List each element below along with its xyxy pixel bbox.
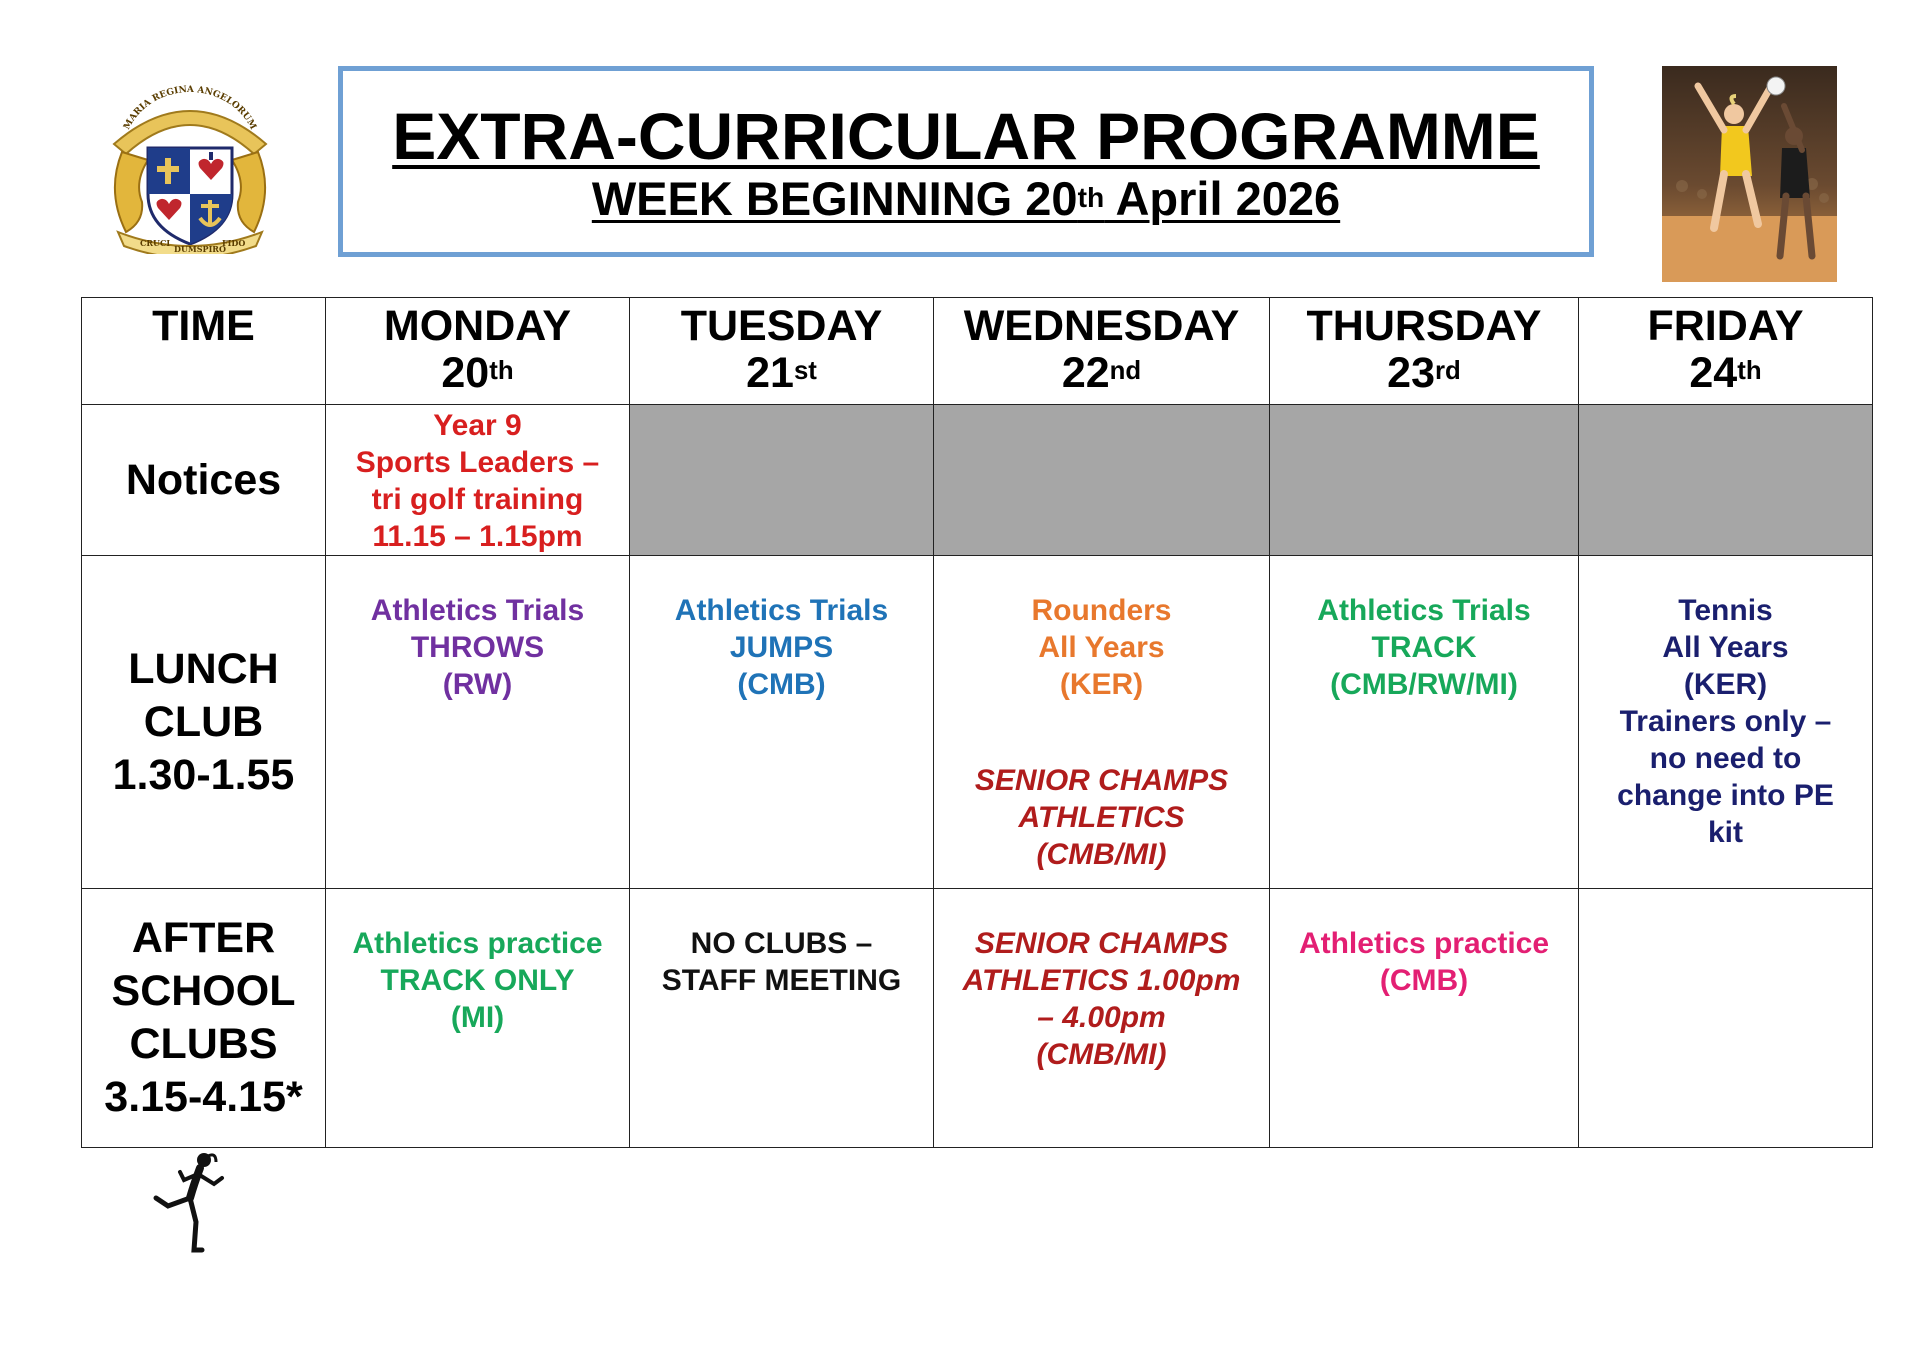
time-header-cell: TIME xyxy=(82,298,326,405)
crest-motto-top: MARIA REGINA ANGELORUM xyxy=(122,84,258,132)
lunch-club-label: LUNCH CLUB 1.30-1.55 xyxy=(82,556,326,889)
lunch-monday: Athletics Trials THROWS (RW) xyxy=(326,556,630,889)
table-header-row xyxy=(82,298,1873,405)
after-school-label: AFTER SCHOOL CLUBS 3.15-4.15* xyxy=(82,889,326,1148)
lunch-club-row xyxy=(82,556,1873,889)
schedule-table xyxy=(81,297,1873,1148)
lunch-thursday: Athletics Trials TRACK (CMB/RW/MI) xyxy=(1270,556,1579,889)
netball-player-photo xyxy=(1662,66,1837,282)
after-thursday: Athletics practice (CMB) xyxy=(1270,889,1579,1148)
day-header-tuesday: TUESDAY 21st xyxy=(630,298,934,405)
school-crest-icon xyxy=(104,82,276,254)
page-subtitle: WEEK BEGINNING 20th April 2026 xyxy=(591,172,1341,225)
notice-thursday-empty xyxy=(1270,405,1579,556)
after-wednesday: SENIOR CHAMPS ATHLETICS 1.00pm – 4.00pm (CMB/MI) xyxy=(934,889,1270,1148)
after-school-row xyxy=(82,889,1873,1148)
notice-wednesday-empty xyxy=(934,405,1270,556)
after-friday-empty xyxy=(1579,889,1873,1148)
crest-motto-left: CRUCI xyxy=(140,238,171,248)
notice-monday: Year 9 Sports Leaders – tri golf training 11.15 – 1.15pm xyxy=(326,405,630,556)
day-header-thursday: THURSDAY 23rd xyxy=(1270,298,1579,405)
day-header-friday: FRIDAY 24th xyxy=(1579,298,1873,405)
runner-silhouette-icon xyxy=(150,1150,230,1254)
notices-row xyxy=(82,405,1873,556)
notices-label: Notices xyxy=(82,405,326,556)
day-header-wednesday: WEDNESDAY 22nd xyxy=(934,298,1270,405)
crest-motto-right: FIDO xyxy=(222,238,246,248)
notice-friday-empty xyxy=(1579,405,1873,556)
crest-motto-mid: DUMSPIRO xyxy=(174,244,226,254)
day-header-monday: MONDAY 20th xyxy=(326,298,630,405)
after-tuesday: NO CLUBS – STAFF MEETING xyxy=(630,889,934,1148)
title-box xyxy=(338,66,1594,257)
lunch-friday: Tennis All Years (KER) Trainers only – no need to change into PE kit xyxy=(1579,556,1873,889)
notice-tuesday-empty xyxy=(630,405,934,556)
lunch-wednesday: Rounders All Years (KER) SENIOR CHAMPS ATHLETICS (CMB/MI) xyxy=(934,556,1270,889)
after-monday: Athletics practice TRACK ONLY (MI) xyxy=(326,889,630,1148)
lunch-tuesday: Athletics Trials JUMPS (CMB) xyxy=(630,556,934,889)
page-title: EXTRA-CURRICULAR PROGRAMME xyxy=(392,99,1540,173)
